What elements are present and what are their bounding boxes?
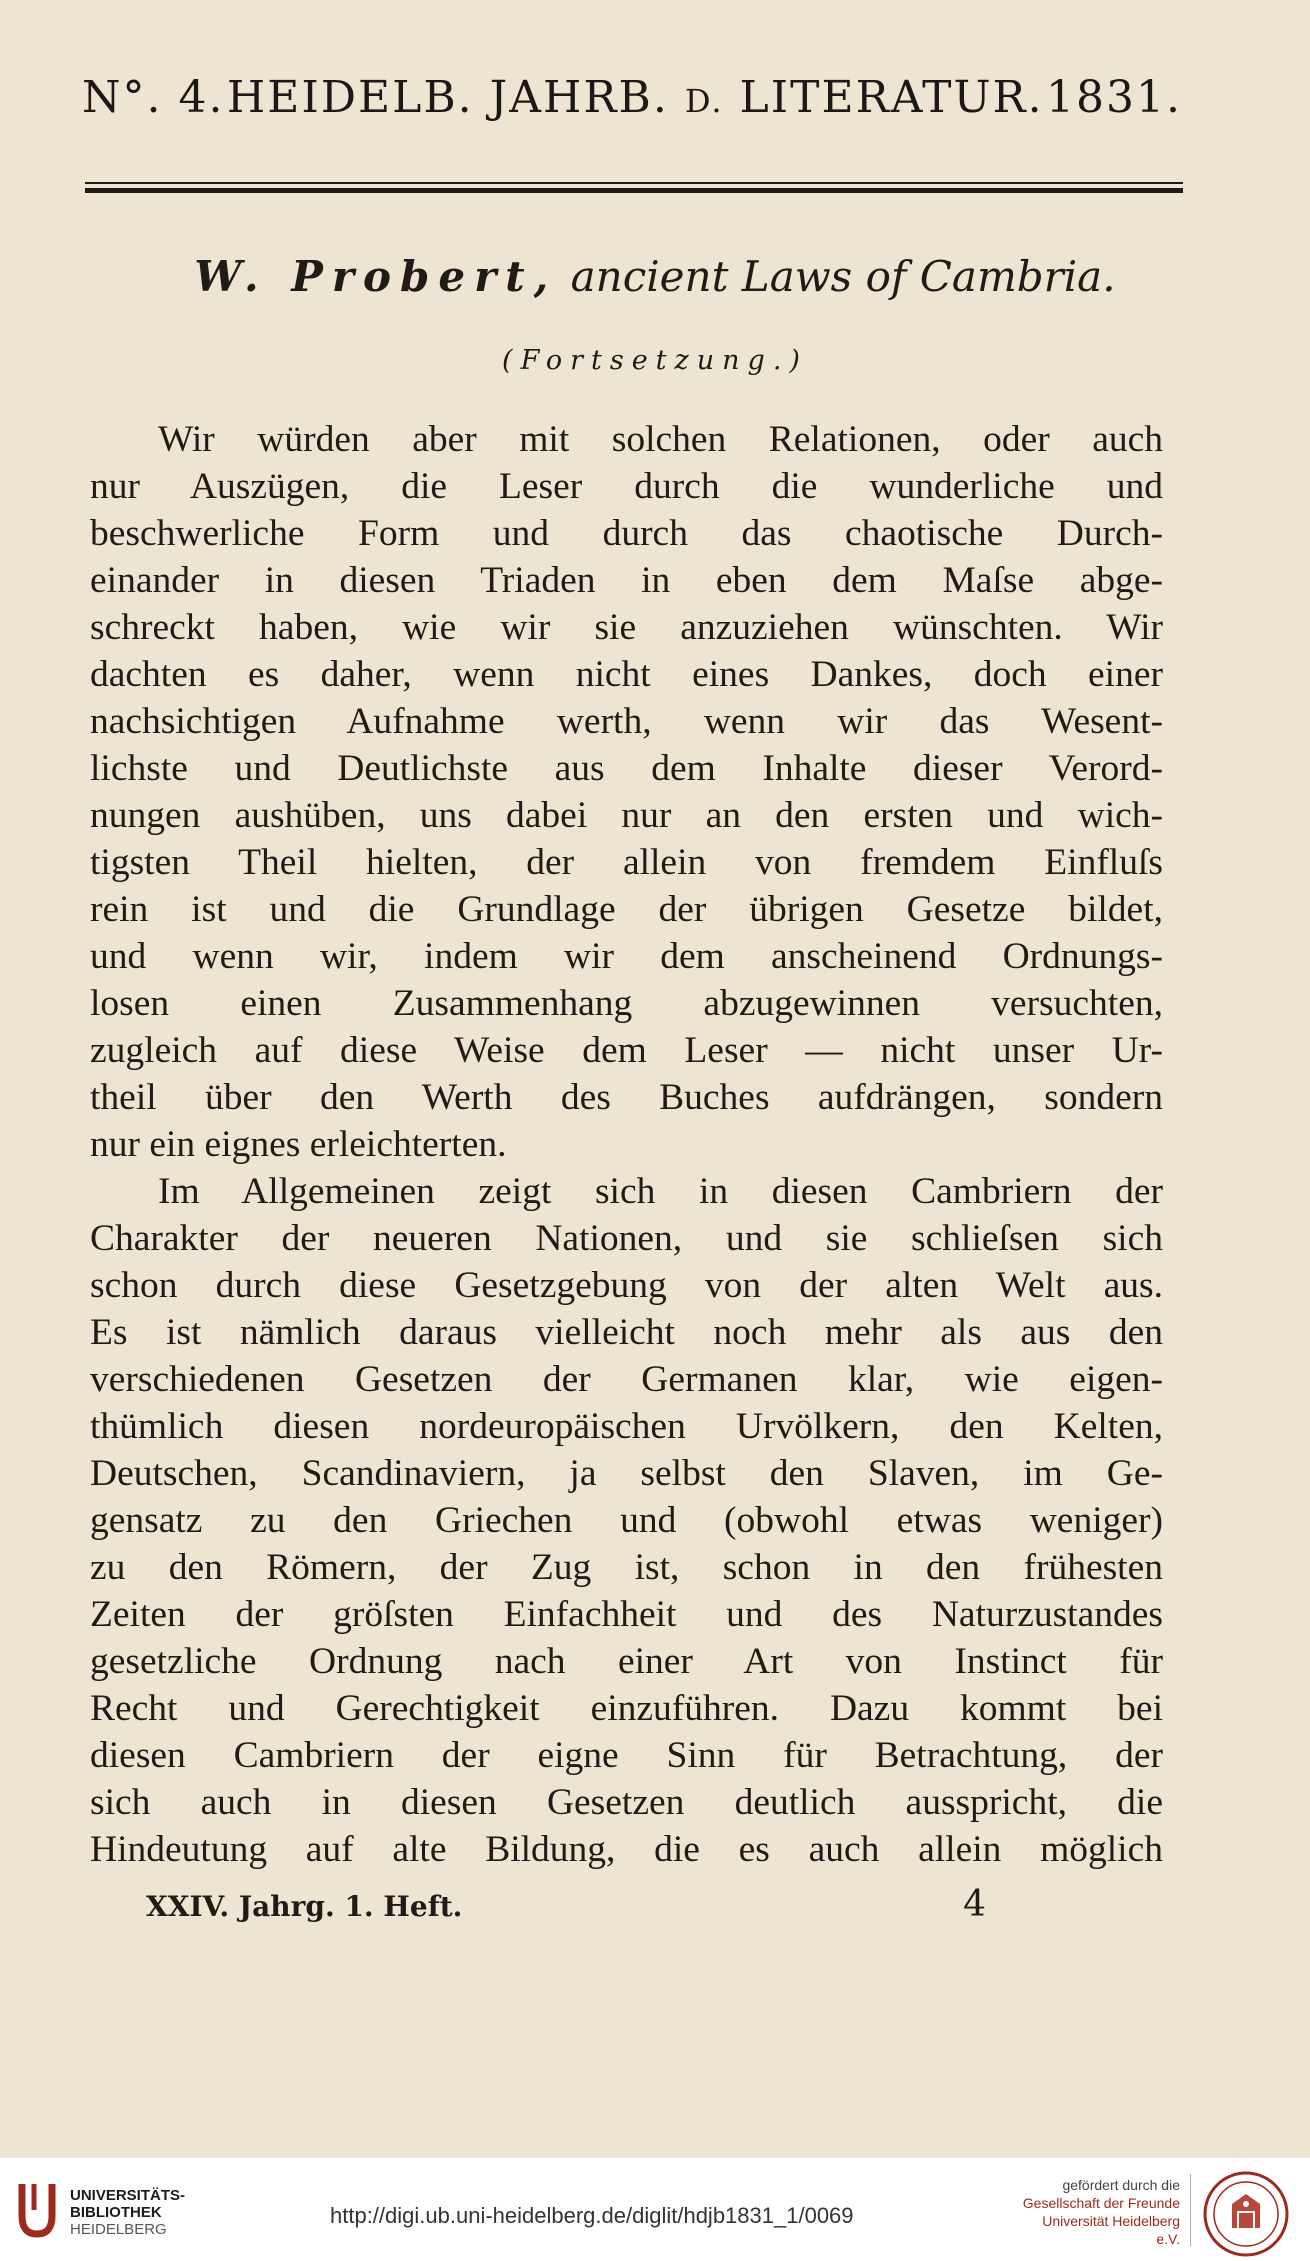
sponsor-divider [1190,2174,1191,2246]
text-line: diesen Cambriern der eigne Sinn für Betrachtung, der [90,1735,1163,1776]
text-line: nungen aushüben, uns dabei nur an den ersten und wich- [90,795,1163,836]
text-line: lichste und Deutlichste aus dem Inhalte dieser Verord- [90,748,1163,789]
sponsor-line-1: gefördert durch die [1062,2177,1180,2193]
text-line: zu den Römern, der Zug ist, schon in den frühesten [90,1547,1163,1588]
library-name-line-2: BIBLIOTHEK [70,2204,162,2221]
text-line: verschiedenen Gesetzen der Germanen klar, wie eigen- [90,1359,1163,1400]
text-line: tigsten Theil hielten, der allein von fremdem Einfluſs [90,842,1163,883]
journal-title-part-2: D. [684,82,724,120]
text-line: losen einen Zusammenhang abzugewinnen versuchten, [90,983,1163,1024]
text-line: Es ist nämlich daraus vielleicht noch mehr als aus den [90,1312,1163,1353]
text-line: thümlich diesen nordeuropäischen Urvölkern, den Kelten, [90,1406,1163,1447]
header-rule-bottom [85,188,1183,193]
library-name [70,2187,185,2238]
university-seal-icon [1202,2170,1290,2258]
text-line: und wenn wir, indem wir dem anscheinend Ordnungs- [90,936,1163,977]
text-line: Zeiten der gröſsten Einfachheit und des Naturzustandes [90,1594,1163,1635]
article-title [0,252,1310,301]
library-name-line-1: UNIVERSITÄTS- [70,2187,186,2204]
text-line: gensatz zu den Griechen und (obwohl etwas weniger) [90,1500,1163,1541]
text-line: dachten es daher, wenn nicht eines Dankes, doch einer [90,654,1163,695]
text-line: einander in diesen Triaden in eben dem Maſse abge- [90,560,1163,601]
text-line: Im Allgemeinen zeigt sich in diesen Cambriern der [158,1171,1163,1212]
text-line: gesetzliche Ordnung nach einer Art von Instinct für [90,1641,1163,1682]
sponsor-line-2: Gesellschaft der Freunde [1022,2195,1180,2211]
journal-title [227,72,1044,123]
university-library-logo-icon [14,2180,60,2238]
text-line: Charakter der neueren Nationen, und sie schlieſsen sich [90,1218,1163,1259]
text-line: Hindeutung auf alte Bildung, die es auch allein möglich [90,1829,1163,1870]
sponsor-text [1016,2176,1180,2248]
text-line: Deutschen, Scandinaviern, ja selbst den Slaven, im Ge- [90,1453,1163,1494]
permalink-url[interactable]: http://digi.ub.uni-heidelberg.de/diglit/hdjb1831_1/0069 [330,2203,854,2228]
text-line: Recht und Gerechtigkeit einzuführen. Dazu kommt bei [90,1688,1163,1729]
article-title-text: ancient Laws of Cambria. [570,252,1116,301]
issue-number: N°. 4. [82,72,225,123]
page-number: 4 [963,1884,986,1925]
journal-title-part-3: LITERATUR. [739,72,1044,123]
body-text [90,416,1163,1873]
library-name-line-3: HEIDELBERG [70,2221,167,2238]
text-line: schon durch diese Gesetzgebung von der alten Welt aus. [90,1265,1163,1306]
text-line: beschwerliche Form und durch das chaotische Durch- [90,513,1163,554]
page-footer [146,1884,986,1925]
header-rule-top [85,182,1183,184]
text-line: theil über den Werth des Buches aufdrängen, sondern [90,1077,1163,1118]
signature-mark: XXIV. Jahrg. 1. Heft. [146,1890,463,1923]
text-line: rein ist und die Grundlage der übrigen Gesetze bildet, [90,889,1163,930]
text-line: sich auch in diesen Gesetzen deutlich ausspricht, die [90,1782,1163,1823]
text-line: schreckt haben, wie wir sie anzuziehen wünschten. Wir [90,607,1163,648]
article-subtitle: (Fortsetzung.) [502,345,808,376]
article-author: W. Probert, [194,252,558,301]
text-line: nur Auszügen, die Leser durch die wunderliche und [90,466,1163,507]
text-line: nur ein eignes erleichterten. [90,1124,507,1165]
journal-title-part-1: HEIDELB. JAHRB. [226,72,669,123]
running-header [82,72,1182,123]
sponsor-line-3: Universität Heidelberg e.V. [1042,2213,1180,2247]
year: 1831. [1046,72,1182,123]
text-line: zugleich auf diese Weise dem Leser — nicht unser Ur- [90,1030,1163,1071]
text-line: nachsichtigen Aufnahme werth, wenn wir das Wesent- [90,701,1163,742]
text-line: Wir würden aber mit solchen Relationen, oder auch [158,419,1163,460]
